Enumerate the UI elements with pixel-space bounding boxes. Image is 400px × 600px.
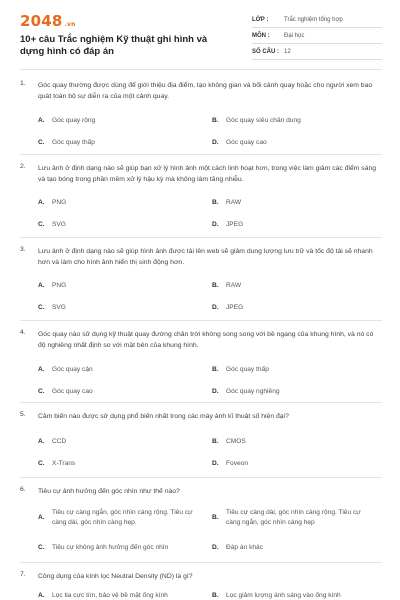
option-letter: B.	[212, 514, 219, 521]
option-letter: A.	[38, 366, 45, 373]
option-text: Góc quay cao	[226, 139, 267, 146]
option-letter: A.	[38, 199, 45, 206]
question-divider	[20, 237, 382, 238]
option-letter: B.	[212, 117, 219, 124]
option-text: Góc quay thấp	[226, 366, 269, 373]
option-letter: A.	[38, 514, 45, 521]
header-divider	[20, 69, 382, 70]
option-text: CCD	[52, 438, 67, 445]
site-logo[interactable]	[20, 12, 76, 30]
meta-row-class	[252, 12, 382, 28]
logo-text: 2048	[20, 12, 63, 30]
option-text: PNG	[52, 282, 67, 289]
option-letter: C.	[38, 304, 45, 311]
option-letter: B.	[212, 366, 219, 373]
question-text: Tiêu cự ảnh hưởng đến góc nhìn như thế nào?	[38, 488, 180, 495]
option-text: JPEG	[226, 221, 244, 228]
logo-suffix: .vn	[64, 21, 76, 28]
option-text: Đáp án khác	[226, 544, 264, 551]
question-number: 2.	[20, 163, 26, 170]
option-text: SVG	[52, 304, 66, 311]
option-text: X-Trans	[52, 460, 76, 467]
meta-label: LỚP :	[252, 16, 269, 23]
option-text: RAW	[226, 282, 242, 289]
question-number: 7.	[20, 571, 26, 578]
question-divider	[20, 402, 382, 403]
meta-value: Trắc nghiệm tổng hợp	[284, 16, 343, 23]
meta-value: Đại học	[284, 32, 305, 39]
question-text: Lưu ảnh ở định dạng nào sẽ giúp bạn xử lý hình ảnh một cách linh hoạt hơn, trong việc làm giảm các điểm sáng và tạo bóng trong phần mềm xử lý hậu kỳ mà không làm tăng nhiễu.	[38, 165, 377, 183]
option-letter: D.	[212, 221, 219, 228]
option-text: Lọc giảm lượng ánh sáng vào ống kính	[226, 592, 341, 599]
meta-label: MÔN :	[252, 32, 270, 39]
option-letter: A.	[38, 438, 45, 445]
option-letter: B.	[212, 199, 219, 206]
meta-label: SỐ CÂU :	[252, 48, 279, 55]
option-text: Tiêu cự không ảnh hưởng đến góc nhìn	[52, 544, 169, 551]
page-title: 10+ câu Trắc nghiệm Kỹ thuật ghi hình và dựng hình có đáp án	[20, 34, 208, 57]
question-text: Góc quay nào sử dụng kỹ thuật quay đường chân trời không song song với bề ngang của khung hình, và nó có độ nghiêng nhất định so với mặt bên của khung hình.	[38, 331, 374, 349]
meta-table	[252, 12, 382, 60]
meta-row-count	[252, 44, 382, 60]
option-letter: D.	[212, 388, 219, 395]
question-divider	[20, 562, 382, 563]
question-number: 6.	[20, 486, 26, 493]
option-text: Góc quay thấp	[52, 139, 95, 146]
question-text: Cảm biến nào được sử dụng phổ biến nhất trong các máy ảnh kĩ thuật số hiện đại?	[38, 413, 289, 420]
option-letter: C.	[38, 460, 45, 467]
question-number: 5.	[20, 411, 26, 418]
option-text: RAW	[226, 199, 242, 206]
question-text: Góc quay thường được dùng để giới thiệu địa điểm, tạo không gian và bối cảnh quay hoặc cho người xem bao quát toàn bộ sự diễn ra của một cảnh quay.	[38, 82, 373, 100]
option-text: Tiêu cự càng ngắn, góc nhìn càng rộng. Tiêu cự càng dài, góc nhìn càng hẹp.	[52, 509, 193, 526]
option-text: Góc quay nghiêng	[226, 388, 280, 395]
option-letter: A.	[38, 117, 45, 124]
option-text: SVG	[52, 221, 66, 228]
question-number: 1.	[20, 80, 26, 87]
option-letter: D.	[212, 304, 219, 311]
option-text: Góc quay cao	[52, 388, 93, 395]
question-divider	[20, 154, 382, 155]
question-text: Lưu ảnh ở định dạng nào sẽ giúp hình ảnh được tải lên web sẽ giảm dung lượng lưu trữ và tốc độ tải sẽ nhanh hơn và làm cho hình ảnh hiển thị sinh động hơn.	[38, 248, 373, 266]
option-text: CMOS	[226, 438, 246, 445]
option-letter: A.	[38, 282, 45, 289]
option-text: Foveon	[226, 460, 248, 467]
option-letter: D.	[212, 139, 219, 146]
option-letter: B.	[212, 592, 219, 599]
option-text: Góc quay rộng	[52, 117, 96, 124]
option-letter: C.	[38, 388, 45, 395]
option-letter: C.	[38, 139, 45, 146]
option-letter: D.	[212, 460, 219, 467]
option-letter: B.	[212, 438, 219, 445]
option-text: PNG	[52, 199, 67, 206]
question-text: Công dụng của kính lọc Neutral Density (ND) là gì?	[38, 573, 193, 580]
question-divider	[20, 477, 382, 478]
option-letter: C.	[38, 544, 45, 551]
question-divider	[20, 320, 382, 321]
question-number: 3.	[20, 246, 26, 253]
meta-value: 12	[284, 48, 291, 55]
option-letter: D.	[212, 544, 219, 551]
question-number: 4.	[20, 329, 26, 336]
option-text: Góc quay cận	[52, 366, 93, 373]
option-letter: B.	[212, 282, 219, 289]
option-letter: C.	[38, 221, 45, 228]
option-text: Lọc tia cực tím, bảo vệ bề mặt ống kính	[52, 592, 168, 599]
option-text: Tiêu cự càng dài, góc nhìn càng rộng. Tiêu cự càng ngắn, góc nhìn càng hẹp	[226, 509, 361, 526]
meta-row-subject	[252, 28, 382, 44]
option-text: Góc quay siêu chân dung	[226, 117, 301, 124]
document-header	[20, 12, 382, 62]
option-letter: A.	[38, 592, 45, 599]
option-text: JPEG	[226, 304, 244, 311]
